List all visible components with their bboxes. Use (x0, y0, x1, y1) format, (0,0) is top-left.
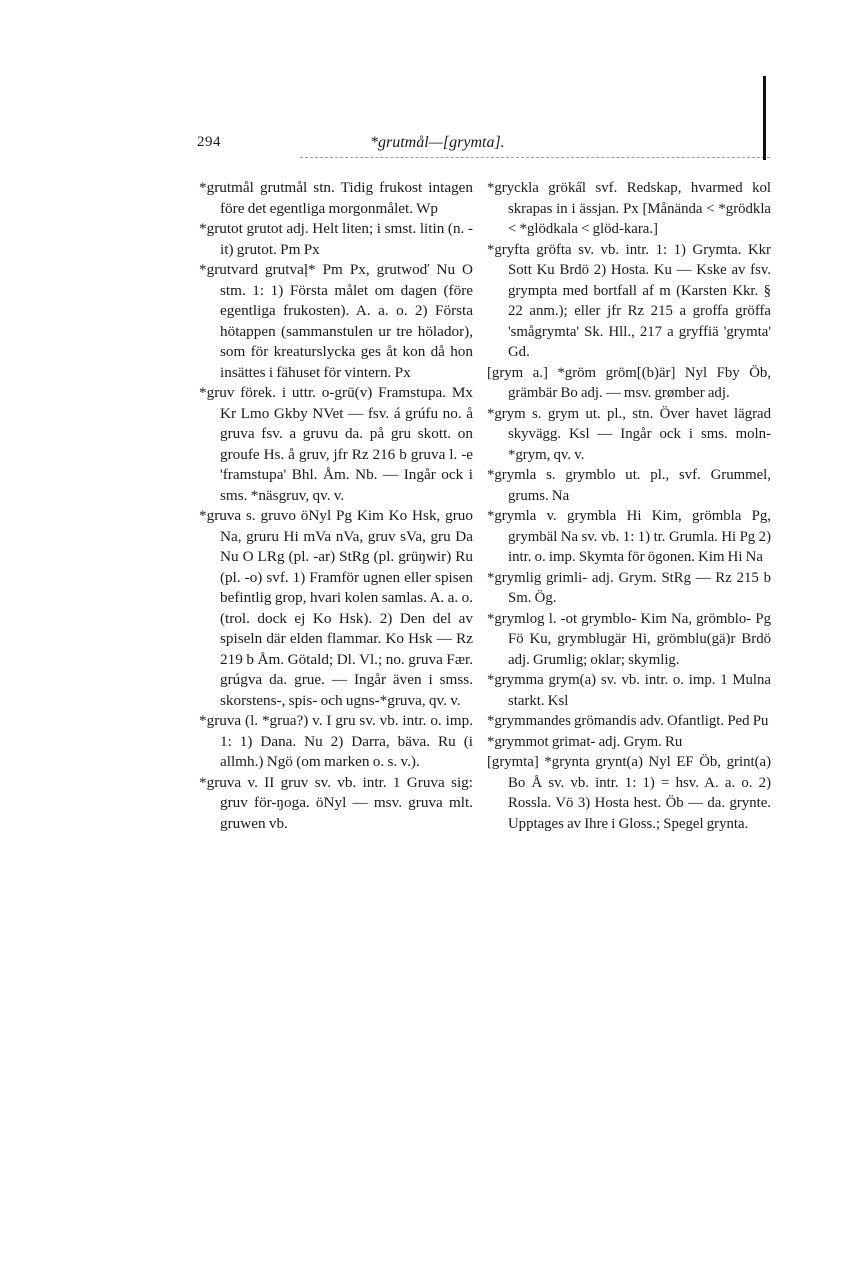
running-head: *grutmål—[grymta]. (370, 134, 505, 151)
right-column (487, 178, 771, 834)
dictionary-entry: *gruva s. gruvo öNyl Pg Kim Ko Hsk, gruo Na, gruru Hi mVa nVa, gruv sVa, gru Da Nu O LRg (pl. -ar) StRg (pl. grüŋwir) Ru (pl. -o) svf. 1) Framför ugnen eller spisen befintlig grop, hvari kolen samlas. A. a. o. (trol. dock ej Ko Hsk). 2) Den del av spiseln där elden flammar. Ko Hsk — Rz 219 b Åm. Götald; Dl. Vl.; no. gruva Fær. grúgva da. grue. — Ingår även i smss. skorstens-, spis- och ugns-*gruva, qv. v. (199, 507, 473, 709)
dictionary-entry: *grymlig grimli- adj. Grym. StRg — Rz 215 b Sm. Ög. (487, 569, 771, 606)
dictionary-entry: *grutvard grutvaļ* Pm Px, grutwoď Nu O stm. 1: 1) Första målet om dagen (före egentliga frukosten). A. a. o. 2) Första hötappen (sammanstulen ur tre hölador), som för kreaturslycka ges åt kon då hon insättes i fähuset för vintern. Px (199, 261, 473, 381)
header-rule (300, 157, 770, 158)
dictionary-entry: *grutot grutot adj. Helt liten; i smst. litin (n. -it) grutot. Pm Px (199, 220, 473, 258)
dictionary-entry: *gryckla gröka̋l svf. Redskap, hvarmed kol skrapas in i ässjan. Px [Månända < *grödkla < *glödkala < glöd-kara.] (487, 180, 771, 237)
dictionary-entry: *gryfta gröfta sv. vb. intr. 1: 1) Grymta. Kkr Sott Ku Brdö 2) Hosta. Ku — Kske av fsv. grympta med bortfall af m (Karsten Kkr. § 22 anm.); eller jfr Rz 215 a groffa gröffa 'smågrymta' Sk. Hll., 217 a gryffiä 'grymta' Gd. (487, 241, 771, 360)
dictionary-entry: *grymmot grimat- adj. Grym. Ru (487, 733, 683, 750)
dictionary-entry: *grymla s. grymblo ut. pl., svf. Grummel, grums. Na (487, 467, 771, 504)
dictionary-entry: [grymta] *grynta grynt(a) Nyl EF Öb, grint(a) Bo Å sv. vb. intr. 1: 1) = hsv. A. a. o. 2) Rossla. Vö 3) Hosta hest. Öb — da. grynte. Upptages av Ihre i Gloss.; Spegel grynta. (487, 754, 771, 832)
dictionary-entry: *gruva v. II gruv sv. vb. intr. 1 Gruva sig: gruv för-ŋoga. öNyl — msv. gruva mlt. gruwen vb. (199, 773, 473, 832)
left-column (199, 178, 473, 834)
page-number: 294 (197, 134, 221, 150)
dictionary-entry: *grymla v. grymbla Hi Kim, grömbla Pg, grymbäl Na sv. vb. 1: 1) tr. Grumla. Hi Pg 2) intr. o. imp. Skymta för ögonen. Kim Hi Na (487, 508, 771, 565)
dictionary-entry: *grymma grym(a) sv. vb. intr. o. imp. 1 Mulna starkt. Ksl (487, 672, 771, 709)
dictionary-entry: [grym a.] *gröm gröm[(b)är] Nyl Fby Öb, grämbär Bo adj. — msv. grømber adj. (487, 364, 771, 401)
dictionary-entry: *gruva (l. *grua?) v. I gru sv. vb. intr. o. imp. 1: 1) Dana. Nu 2) Darra, bäva. Ru (i allmh.) Ngö (om marken o. s. v.). (199, 712, 473, 770)
dictionary-entry: *grutmål grutmål stn. Tidig frukost intagen före det egentliga morgonmålet. Wp (199, 179, 473, 217)
margin-bar (763, 76, 766, 160)
dictionary-entry: *gruv förek. i uttr. o-grū(v) Framstupa. Mx Kr Lmo Gkby NVet — fsv. á grúfu no. å gruva fsv. a gruvu da. på gru skott. on groufe Hs. å gruv, jfr Rz 216 b gruva l. -e 'framstupa' Bhl. Åm. Nb. — Ingår ock i sms. *näsgruv, qv. v. (199, 384, 473, 504)
dictionary-entry: *grymlog l. -ot grymblo- Kim Na, grömblo- Pg Fö Ku, grymblugär Hi, grömblu(gä)r Brdö adj. Grumlig; oklar; skymlig. (487, 610, 771, 668)
dictionary-entry: *grym s. grym ut. pl., stn. Över havet lägrad skyvägg. Ksl — Ingår ock i sms. moln-*grym, qv. v. (487, 405, 771, 463)
dictionary-entry: *grymmandes grömandis adv. Ofantligt. Ped Pu (487, 713, 769, 729)
